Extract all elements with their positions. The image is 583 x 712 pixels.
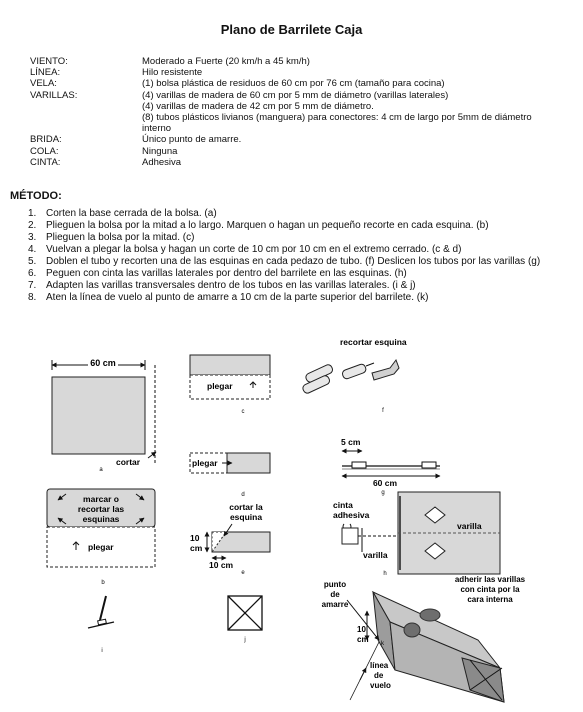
figure-f: [302, 337, 407, 414]
step-number: 8.: [28, 292, 37, 303]
spec-label: LÍNEA:: [30, 67, 61, 79]
figure-d-letter: d: [241, 492, 245, 498]
figure-j-letter: j: [244, 637, 246, 643]
figure-g: [341, 437, 440, 496]
spec-value: Único punto de amarre.: [142, 134, 242, 146]
spec-value: Hilo resistente: [142, 67, 203, 79]
figure-c: [190, 355, 270, 415]
spec-label: COLA:: [30, 145, 59, 157]
figure-e-cut-label-2: esquina: [229, 512, 263, 522]
step-number: 6.: [28, 268, 37, 279]
step-text: Doblen el tubo y recorten una de las esquinas en cada pedazo de tubo. (f) Deslicen los tubos por las varillas (g): [46, 256, 541, 267]
figure-d: [190, 453, 270, 498]
figure-k-point-label-1: punto: [323, 580, 347, 589]
step-text: Vuelvan a plegar la bolsa y hagan un corte de 10 cm por 10 cm en el extremo cerrado. (c & d): [46, 244, 462, 255]
step-text: Plieguen la bolsa por la mitad a lo largo. Marquen o hagan un pequeño recorte en cada esquina. (b): [46, 220, 489, 231]
figure-a-letter: a: [99, 467, 103, 473]
step-text: Plieguen la bolsa por la mitad. (c): [46, 232, 195, 243]
spec-label: VARILLAS:: [30, 89, 78, 101]
figure-c-letter: c: [241, 409, 245, 415]
spec-value: Moderado a Fuerte (20 km/h a 45 km/h): [142, 56, 310, 67]
figure-g-rod-label: 60 cm: [372, 478, 398, 488]
figure-b-mark-label-3: esquinas: [82, 514, 120, 524]
figure-h-rod-label-2: varilla: [363, 550, 388, 560]
figure-b-mark-label-2: recortar las: [77, 504, 125, 514]
step-number: 4.: [28, 244, 37, 255]
figure-k-line-label-3: vuelo: [370, 681, 391, 690]
figure-k-line-label-1: línea: [370, 661, 389, 670]
spec-label: VELA:: [30, 78, 57, 90]
figure-b-fold-label: plegar: [88, 542, 114, 552]
figure-g-tube-label: 5 cm: [341, 437, 361, 447]
figure-h-rod-label-1: varilla: [457, 521, 482, 531]
method-heading: MÉTODO:: [10, 190, 62, 202]
figure-a-cut-label: cortar: [116, 457, 141, 467]
figure-f-cut-label: recortar esquina: [340, 337, 407, 347]
figure-h-letter: h: [383, 571, 387, 577]
step-number: 3.: [28, 232, 37, 243]
figure-h-tape-label-1: cinta: [333, 500, 353, 510]
figure-k-dist-label-1: 10: [357, 625, 366, 634]
figure-j: [228, 596, 262, 643]
spec-value: (1) bolsa plástica de residuos de 60 cm por 76 cm (tamaño para cocina): [142, 78, 445, 90]
step-number: 1.: [28, 208, 37, 219]
figure-a: [52, 357, 156, 473]
figure-g-letter: g: [381, 490, 385, 496]
step-text: Peguen con cinta las varillas laterales por dentro del barrilete en las esquinas. (h): [46, 268, 407, 279]
spec-value: (4) varillas de madera de 60 cm por 5 mm de diámetro (varillas laterales): [142, 89, 449, 101]
figure-f-letter: f: [382, 408, 384, 414]
figure-b: [47, 489, 155, 586]
step-text: Aten la línea de vuelo al punto de amarre a 10 cm de la parte superior del barrilete. (k): [46, 292, 429, 303]
figure-e-cut-label-1: cortar la: [229, 502, 263, 512]
figure-k-point-label-2: de: [330, 590, 340, 599]
spec-label: CINTA:: [30, 156, 61, 168]
page-title: Plano de Barrilete Caja: [220, 22, 363, 37]
figure-d-fold-label: plegar: [192, 458, 218, 468]
figure-h-tape-label-2: adhesiva: [333, 510, 370, 520]
step-text: Adapten las varillas transversales dentro de los tubos en las varillas laterales. (i & j): [46, 280, 416, 291]
step-number: 2.: [28, 220, 37, 231]
figure-k-line-label-2: de: [374, 671, 384, 680]
figure-e-dim-h: 10 cm: [209, 560, 234, 570]
figure-i-letter: i: [101, 648, 103, 654]
spec-value: Ninguna: [142, 145, 178, 157]
figure-k-dist-label-2: cm: [357, 635, 369, 644]
figure-h-attach-label-2: con cinta por la: [460, 585, 520, 594]
step-text: Corten la base cerrada de la bolsa. (a): [46, 208, 217, 219]
figure-k-letter: k: [381, 641, 384, 647]
spec-value: (8) tubos plásticos livianos (manguera) para conectores: 4 cm de largo por 5mm de diámetro interno: [142, 112, 532, 135]
figure-e: [190, 502, 270, 576]
figure-e-letter: e: [241, 570, 245, 576]
figure-e-dim-v-unit: cm: [190, 543, 203, 553]
step-number: 7.: [28, 280, 37, 291]
figure-h-attach-label-3: cara interna: [467, 595, 513, 604]
figure-b-mark-label-1: marcar o: [83, 494, 119, 504]
spec-label: BRIDA:: [30, 134, 62, 146]
figure-a-width-label: 60 cm: [90, 358, 116, 368]
figure-k-point-label-3: amarre: [321, 600, 349, 609]
figure-c-fold-label: plegar: [207, 381, 233, 391]
figure-b-letter: b: [101, 580, 105, 586]
spec-value: (4) varillas de madera de 42 cm por 5 mm de diámetro.: [142, 100, 374, 112]
figure-h: [333, 492, 526, 604]
figure-h-attach-label-1: adherir las varillas: [454, 575, 526, 584]
figure-i: [88, 596, 114, 654]
step-number: 5.: [28, 256, 37, 267]
spec-label: VIENTO:: [30, 56, 68, 67]
spec-value: Adhesiva: [142, 156, 182, 168]
figure-e-dim-v: 10: [190, 533, 200, 543]
